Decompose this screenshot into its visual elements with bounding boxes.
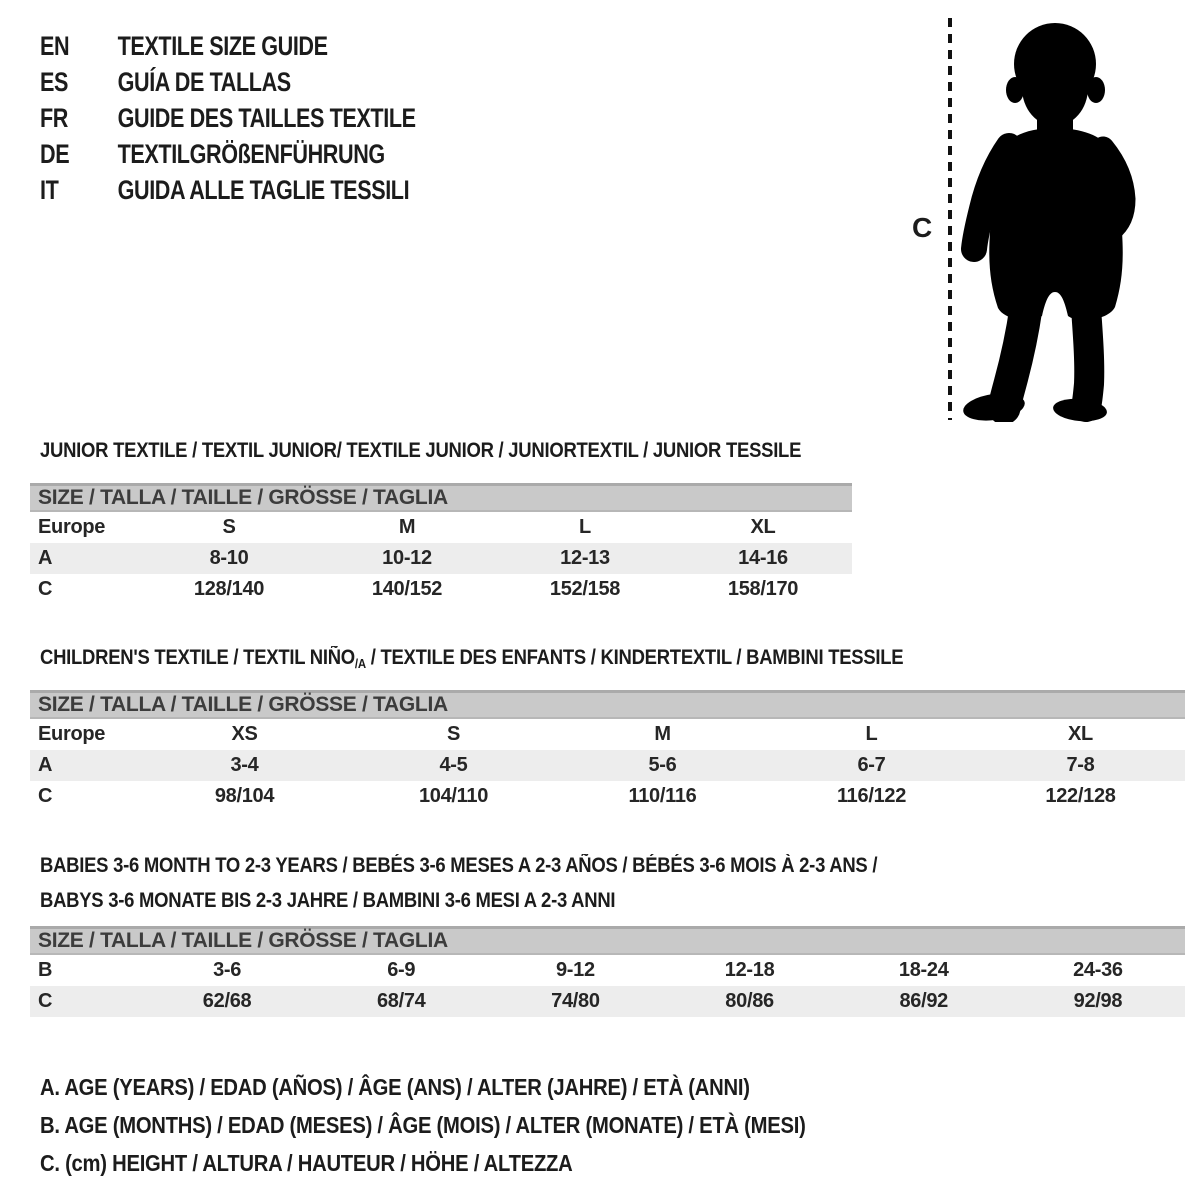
language-code: ES [40, 67, 69, 97]
guide-title: GUIDE DES TAILLES TEXTILE [117, 103, 416, 133]
height-cell: 86/92 [899, 990, 949, 1012]
table-row [30, 543, 852, 574]
height-cell: 104/110 [418, 785, 489, 807]
language-title-list [40, 28, 416, 208]
row-label: A [38, 547, 53, 569]
age-cell: 3-4 [230, 754, 259, 776]
language-code: IT [40, 175, 59, 205]
table-row [30, 719, 1185, 750]
babies-size-table [30, 926, 1185, 1017]
legend-line-c: C. (cm) HEIGHT / ALTURA / HAUTEUR / HÖHE / ALTEZZA [40, 1150, 573, 1176]
size-cell: M [398, 516, 416, 538]
row-label: Europe [38, 516, 106, 538]
guide-title: TEXTILGRÖßENFÜHRUNG [117, 139, 385, 169]
age-cell: 4-5 [439, 754, 468, 776]
height-cell: 62/68 [202, 990, 252, 1012]
table-row [30, 574, 852, 605]
height-cell: 74/80 [551, 990, 600, 1012]
measurement-legend [40, 1068, 806, 1182]
height-cell: 80/86 [725, 990, 774, 1012]
babies-section-title [40, 848, 877, 918]
children-title-rest: / TEXTILE DES ENFANTS / KINDERTEXTIL / BAMBINI TESSILE [365, 646, 904, 669]
language-code: EN [40, 31, 70, 61]
age-cell: 5-6 [648, 754, 677, 776]
size-cell: XS [231, 723, 258, 745]
row-label: A [38, 754, 53, 776]
height-cell: 98/104 [214, 785, 275, 807]
table-row [30, 512, 852, 543]
height-cell: 152/158 [549, 578, 621, 600]
table-row [30, 781, 1185, 812]
height-cell: 68/74 [376, 990, 426, 1012]
height-cell: 116/122 [836, 785, 907, 807]
table-row [30, 750, 1185, 781]
age-cell: 12-18 [724, 959, 775, 981]
figure-height-label: C [912, 212, 933, 243]
size-cell: S [222, 516, 236, 538]
row-label: C [38, 578, 53, 600]
height-cell: 92/98 [1073, 990, 1123, 1012]
age-cell: 8-10 [209, 547, 249, 569]
size-cell: XL [750, 516, 776, 538]
age-cell: 9-12 [555, 959, 595, 981]
language-code: DE [40, 139, 70, 169]
babies-title-line1: BABIES 3-6 MONTH TO 2-3 YEARS / BEBÉS 3-6 MESES A 2-3 AÑOS / BÉBÉS 3-6 MOIS À 2-3 ANS / [40, 854, 878, 877]
size-header-label: SIZE / TALLA / TAILLE / GRÖSSE / TAGLIA [38, 486, 448, 509]
guide-title: GUÍA DE TALLAS [117, 67, 291, 97]
height-cell: 122/128 [1045, 785, 1116, 807]
children-section-title [40, 640, 903, 681]
age-cell: 12-13 [560, 547, 610, 569]
size-header-label: SIZE / TALLA / TAILLE / GRÖSSE / TAGLIA [38, 929, 448, 952]
height-cell: 110/116 [628, 785, 697, 807]
age-cell: 14-16 [738, 547, 788, 569]
children-title-subscript: /A [354, 656, 366, 671]
size-cell: S [446, 723, 461, 745]
row-label: C [38, 990, 53, 1012]
row-label: Europe [38, 723, 106, 745]
size-cell: L [865, 723, 878, 745]
age-cell: 18-24 [898, 959, 949, 981]
age-cell: 6-7 [857, 754, 886, 776]
size-cell: XL [1068, 723, 1093, 745]
size-cell: L [579, 516, 591, 538]
size-header-bar [30, 926, 1185, 955]
size-header-label: SIZE / TALLA / TAILLE / GRÖSSE / TAGLIA [38, 693, 448, 716]
babies-title-line2: BABYS 3-6 MONATE BIS 2-3 JAHRE / BAMBINI 3-6 MESI A 2-3 ANNI [40, 889, 616, 912]
guide-title: GUIDA ALLE TAGLIE TESSILI [117, 175, 410, 205]
age-cell: 6-9 [387, 959, 416, 981]
table-row [30, 955, 1185, 986]
toddler-silhouette-icon [960, 16, 1140, 422]
table-row [30, 986, 1185, 1017]
age-cell: 24-36 [1073, 959, 1123, 981]
height-dashed-line [946, 16, 956, 424]
size-cell: M [654, 723, 671, 745]
age-cell: 7-8 [1066, 754, 1095, 776]
children-title-main: CHILDREN'S TEXTILE / TEXTIL NIÑO [40, 646, 355, 669]
row-label: B [38, 959, 53, 981]
height-cell: 128/140 [193, 578, 265, 600]
size-header-bar [30, 483, 852, 512]
guide-title: TEXTILE SIZE GUIDE [117, 31, 328, 61]
language-code: FR [40, 103, 68, 133]
junior-size-table [30, 483, 852, 605]
row-label: C [38, 785, 53, 807]
legend-line-b: B. AGE (MONTHS) / EDAD (MESES) / ÂGE (MOIS) / ALTER (MONATE) / ETÀ (MESI) [40, 1112, 806, 1138]
children-size-table [30, 690, 1185, 812]
height-cell: 140/152 [371, 578, 443, 600]
age-cell: 10-12 [382, 547, 432, 569]
junior-section-title: JUNIOR TEXTILE / TEXTIL JUNIOR/ TEXTILE JUNIOR / JUNIORTEXTIL / JUNIOR TESSILE [40, 439, 802, 462]
size-header-bar [30, 690, 1185, 719]
legend-line-a: A. AGE (YEARS) / EDAD (AÑOS) / ÂGE (ANS) / ALTER (JAHRE) / ETÀ (ANNI) [40, 1074, 750, 1100]
height-cell: 158/170 [727, 578, 799, 600]
age-cell: 3-6 [213, 959, 242, 981]
